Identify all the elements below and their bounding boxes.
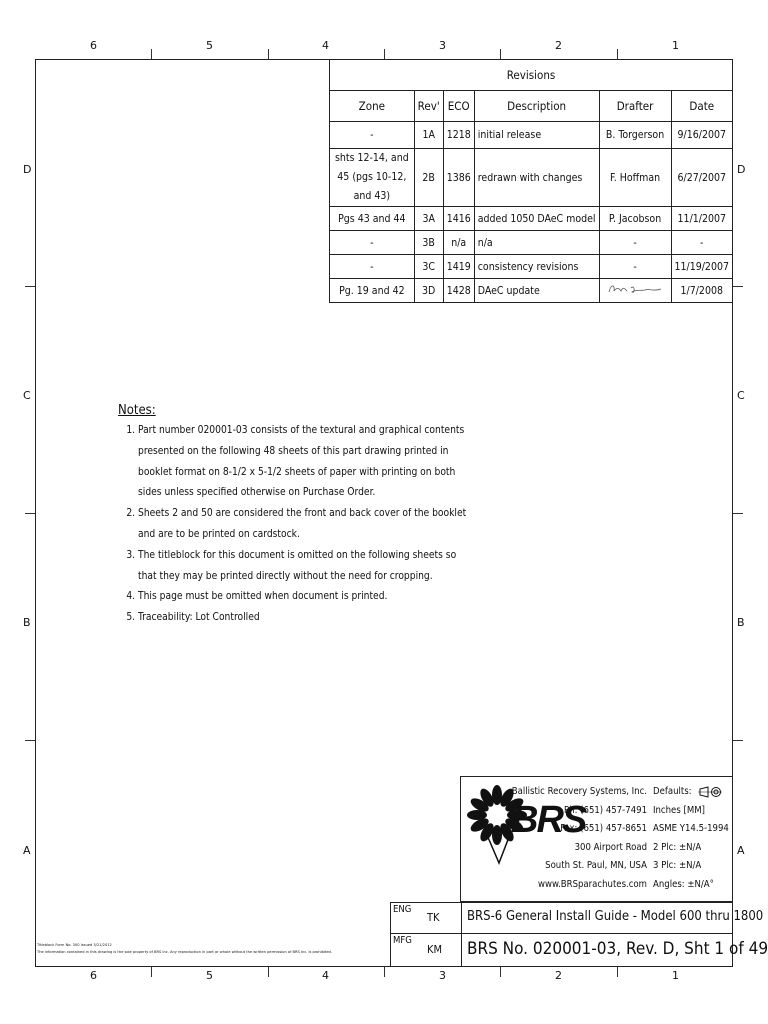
col-header-description: Description xyxy=(474,91,599,122)
cell-eco: 1419 xyxy=(443,255,474,279)
mfg-value: KM xyxy=(427,943,443,956)
revisions-table xyxy=(329,59,733,303)
company-address-2: South St. Paul, MN, USA xyxy=(545,860,647,871)
signature-image xyxy=(605,282,665,296)
col-header-zone: Zone xyxy=(330,91,415,122)
col-header-eco: ECO xyxy=(443,91,474,122)
zone-tick xyxy=(151,967,152,977)
document-number: BRS No. 020001-03, Rev. D, Sht 1 of 49 xyxy=(467,939,768,959)
cell-eco: n/a xyxy=(443,231,474,255)
note-item: 3. The titleblock for this document is omitted on the following sheets so that they may be printed directly without the need for cropping. xyxy=(138,546,468,588)
cell-rev: 3D xyxy=(414,279,443,303)
zone-col-top-6: 6 xyxy=(90,39,97,52)
cell-eco: 1218 xyxy=(443,122,474,149)
cell-zone: - xyxy=(330,231,415,255)
note-item: 1. Part number 020001-03 consists of the textural and graphical contents presented on the following 48 sheets of this part drawing printed in booklet format on 8-1/2 x 5-1/2 sheets of paper with printing on both sides unless specified otherwise on Purchase Order. xyxy=(138,421,468,504)
zone-col-top-5: 5 xyxy=(206,39,213,52)
note-item: 2. Sheets 2 and 50 are considered the front and back cover of the booklet and are to be printed on cardstock. xyxy=(138,504,468,546)
col-header-drafter: Drafter xyxy=(599,91,671,122)
zone-tick xyxy=(25,740,35,741)
zone-row-left-a: A xyxy=(23,844,31,857)
zone-col-top-4: 4 xyxy=(322,39,329,52)
col-header-date: Date xyxy=(671,91,732,122)
zone-tick xyxy=(384,967,385,977)
cell-date: 1/7/2008 xyxy=(671,279,732,303)
zone-tick xyxy=(268,967,269,977)
table-row xyxy=(330,279,733,303)
cell-date: 11/19/2007 xyxy=(671,255,732,279)
cell-description: initial release xyxy=(474,122,599,149)
cell-drafter: P. Jacobson xyxy=(599,207,671,231)
note-item: 4. This page must be omitted when document is printed. xyxy=(138,587,468,608)
table-row xyxy=(330,255,733,279)
zone-tick xyxy=(617,49,618,59)
cell-rev: 3C xyxy=(414,255,443,279)
zone-row-right-b: B xyxy=(737,616,745,629)
divider xyxy=(461,934,462,966)
zone-tick xyxy=(617,967,618,977)
third-angle-projection-icon xyxy=(698,786,722,798)
default-2plc: 2 Plc: ±N/A xyxy=(653,841,702,853)
cell-drafter: F. Hoffman xyxy=(599,149,671,207)
cell-description: n/a xyxy=(474,231,599,255)
cell-zone: Pg. 19 and 42 xyxy=(330,279,415,303)
col-header-rev: Rev' xyxy=(414,91,443,122)
zone-col-bottom-4: 4 xyxy=(322,969,329,982)
cell-zone: - xyxy=(330,122,415,149)
cell-date: 11/1/2007 xyxy=(671,207,732,231)
zone-col-bottom-1: 1 xyxy=(672,969,679,982)
cell-drafter: - xyxy=(599,255,671,279)
revisions-title: Revisions xyxy=(330,60,733,91)
document-title: BRS-6 General Install Guide - Model 600 thru 1800 xyxy=(467,909,764,924)
table-row xyxy=(330,149,733,207)
cell-drafter-signature xyxy=(599,279,671,303)
cell-date: - xyxy=(671,231,732,255)
zone-tick xyxy=(733,286,743,287)
zone-col-top-2: 2 xyxy=(555,39,562,52)
eng-label: ENG xyxy=(393,904,412,915)
zone-tick xyxy=(25,513,35,514)
table-row xyxy=(330,231,733,255)
company-address-1: 300 Airport Road xyxy=(574,841,647,853)
notes-section xyxy=(118,401,468,629)
zone-row-left-c: C xyxy=(23,389,31,402)
defaults-label: Defaults: xyxy=(653,786,692,797)
cell-eco: 1416 xyxy=(443,207,474,231)
zone-row-left-b: B xyxy=(23,616,31,629)
cell-eco: 1428 xyxy=(443,279,474,303)
notes-list xyxy=(118,421,468,629)
zone-row-right-a: A xyxy=(737,844,745,857)
default-units: Inches [MM] xyxy=(653,804,705,816)
cell-description: added 1050 DAeC model xyxy=(474,207,599,231)
title-block xyxy=(460,776,733,902)
cell-date: 6/27/2007 xyxy=(671,149,732,207)
cell-rev: 3A xyxy=(414,207,443,231)
note-item: 5. Traceability: Lot Controlled xyxy=(138,608,468,629)
zone-tick xyxy=(151,49,152,59)
cell-zone: shts 12-14, and 45 (pgs 10-12, and 43) xyxy=(330,149,415,207)
cell-eco: 1386 xyxy=(443,149,474,207)
cell-rev: 3B xyxy=(414,231,443,255)
company-phone: Ph: (651) 457-7491 xyxy=(564,804,647,816)
zone-row-right-c: C xyxy=(737,389,745,402)
eng-value: TK xyxy=(427,911,440,924)
eng-row xyxy=(390,902,764,934)
cell-rev: 2B xyxy=(414,149,443,207)
zone-col-bottom-3: 3 xyxy=(439,969,446,982)
default-angles: Angles: ±N/A° xyxy=(653,878,714,890)
default-standard: ASME Y14.5-1994 xyxy=(653,823,729,834)
zone-col-bottom-2: 2 xyxy=(555,969,562,982)
cell-zone: - xyxy=(330,255,415,279)
cell-drafter: B. Torgerson xyxy=(599,122,671,149)
mfg-label: MFG xyxy=(393,935,412,946)
footer-form-line: Titleblock Form No. 300 Issued 3/21/2012 xyxy=(37,943,112,947)
zone-tick xyxy=(384,49,385,59)
cell-rev: 1A xyxy=(414,122,443,149)
cell-description: DAeC update xyxy=(474,279,599,303)
zone-row-right-d: D xyxy=(737,163,746,176)
zone-col-top-1: 1 xyxy=(672,39,679,52)
company-fax: Fax: (651) 457-8651 xyxy=(560,823,647,834)
notes-title: Notes: xyxy=(118,403,156,418)
cell-date: 9/16/2007 xyxy=(671,122,732,149)
company-website: www.BRSparachutes.com xyxy=(537,878,647,890)
zone-col-bottom-5: 5 xyxy=(206,969,213,982)
zone-tick xyxy=(733,513,743,514)
cell-zone: Pgs 43 and 44 xyxy=(330,207,415,231)
company-contact xyxy=(512,783,647,894)
brs-logo-text: BRS xyxy=(511,799,586,841)
company-name: Ballistic Recovery Systems, Inc. xyxy=(511,786,647,797)
mfg-row xyxy=(390,933,768,967)
default-3plc: 3 Plc: ±N/A xyxy=(653,860,702,871)
cell-description: consistency revisions xyxy=(474,255,599,279)
zone-tick xyxy=(733,740,743,741)
cell-drafter: - xyxy=(599,231,671,255)
footer-legal-line: The information contained in this drawing is the sole property of BRS Inc. Any reproduction in part or whole without the written permission of BRS Inc. is prohibited. xyxy=(37,950,332,954)
zone-tick xyxy=(268,49,269,59)
defaults-block xyxy=(653,783,729,894)
table-row xyxy=(330,207,733,231)
cell-description: redrawn with changes xyxy=(474,149,599,207)
zone-tick xyxy=(25,286,35,287)
zone-row-left-d: D xyxy=(23,163,32,176)
table-row xyxy=(330,122,733,149)
zone-tick xyxy=(500,967,501,977)
zone-col-bottom-6: 6 xyxy=(90,969,97,982)
zone-col-top-3: 3 xyxy=(439,39,446,52)
divider xyxy=(461,903,462,933)
zone-tick xyxy=(500,49,501,59)
